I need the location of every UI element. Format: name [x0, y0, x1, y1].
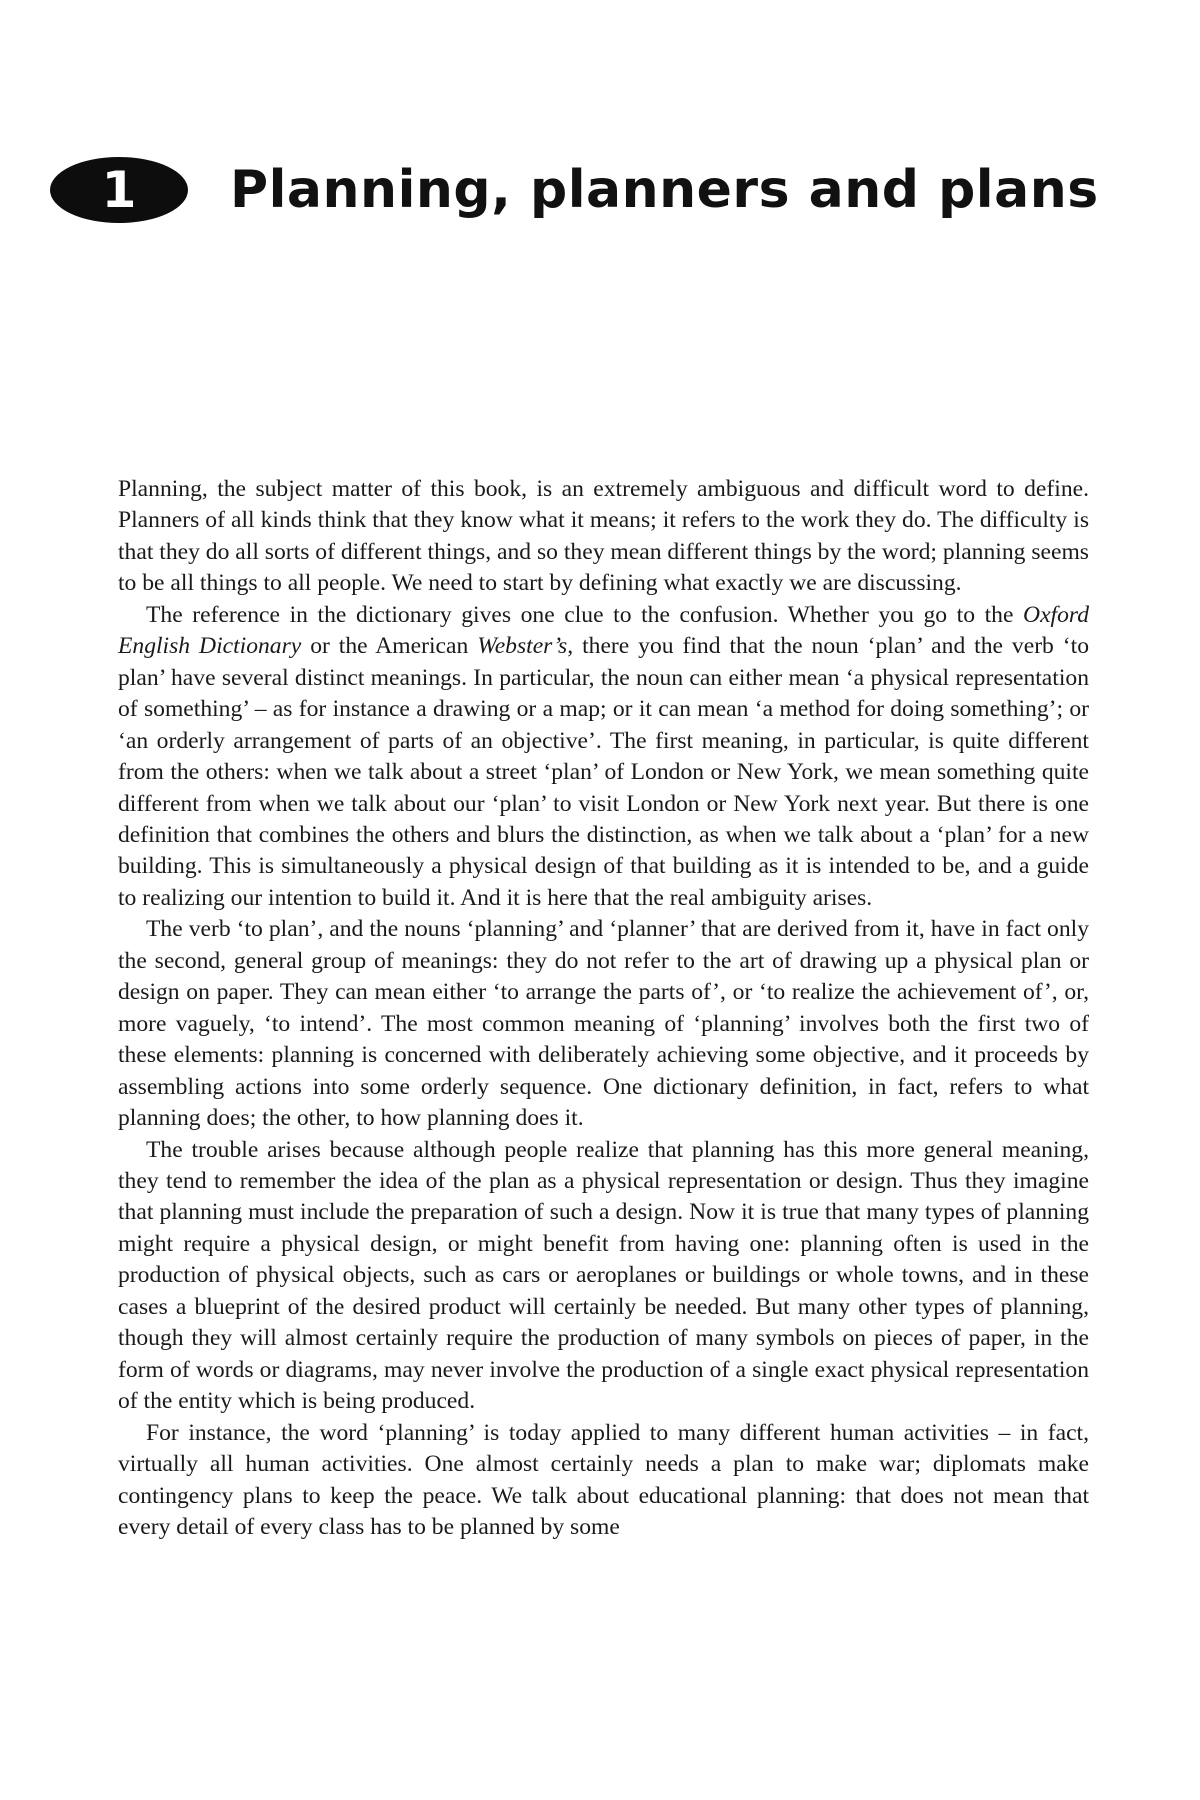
paragraph-2-text: , there you find that the noun ‘plan’ and the verb ‘to plan’ have several distinct meanings. In particular, the noun can either mean ‘a physical representation of something’ – as for instance a drawing or a map; or it can mean ‘a method for doing something’; or ‘an orderly arrangement of parts of an objective’. The first meaning, in particular, is quite different from the others: when we talk about a street ‘plan’ of London or New York, we mean something quite different from when we talk about our ‘plan’ to visit London or New York next year. But there is one definition that combines the others and blurs the distinction, as when we talk about a ‘plan’ for a new building. This is simultaneously a physical design of that building as it is intended to be, and a guide to realizing our intention to build it. And it is here that the real ambiguity arises.: [118, 633, 1090, 911]
chapter-number: 1: [101, 161, 137, 219]
paragraph-2-text: or the American: [301, 633, 478, 660]
paragraph-2: [118, 600, 1089, 915]
chapter-heading: [50, 150, 1099, 230]
paragraph-4: The trouble arises because although people realize that planning has this more general meaning, they tend to remember the idea of the plan as a physical representation or design. Thus they imagine that planning must include the preparation of such a design. Now it is true that many types of planning might require a physical design, or might benefit from having one: planning often is used in the production of physical objects, such as cars or aeroplanes or buildings or whole towns, and in these cases a blueprint of the desired product will certainly be needed. But many other types of planning, though they will almost certainly require the production of many symbols on pieces of paper, in the form of words or diagrams, may never involve the production of a single exact physical representation of the entity which is being produced.: [118, 1136, 1089, 1415]
paragraph-2-text: The reference in the dictionary gives one clue to the confusion. Whether you go to the: [146, 601, 1024, 628]
paragraph-3: The verb ‘to plan’, and the nouns ‘planning’ and ‘planner’ that are derived from it, have in fact only the second, general group of meanings: they do not refer to the art of drawing up a physical plan or design on paper. They can mean either ‘to arrange the parts of’, or ‘to realize the achievement of’, or, more vaguely, ‘to intend’. The most common meaning of ‘planning’ involves both the first two of these elements: planning is concerned with deliberately achieving some objective, and it proceeds by assembling actions into some orderly sequence. One dictionary definition, in fact, refers to what planning does; the other, to how planning does it.: [118, 916, 1089, 1132]
paragraph-5: For instance, the word ‘planning’ is today applied to many different human activities – in fact, virtually all human activities. One almost certainly needs a plan to make war; diplomats make contingency plans to keep the peace. We talk about educational planning: that does not mean that every detail of every class has to be planned by some: [118, 1419, 1089, 1540]
chapter-title: Planning, planners and plans: [230, 160, 1099, 220]
body-text: [118, 474, 1089, 1543]
paragraph-1: Planning, the subject matter of this book, is an extremely ambiguous and difficult word to define. Planners of all kinds think that they know what it means; it refers to the work they do. The difficulty is that they do all sorts of different things, and so they mean different things by the word; planning seems to be all things to all people. We need to start by defining what exactly we are discussing.: [118, 476, 1089, 597]
italic-title-websters: Webster’s: [477, 633, 568, 660]
italic-title-oed: Oxford English Dictionary: [118, 601, 1089, 660]
chapter-number-badge: [50, 157, 188, 223]
